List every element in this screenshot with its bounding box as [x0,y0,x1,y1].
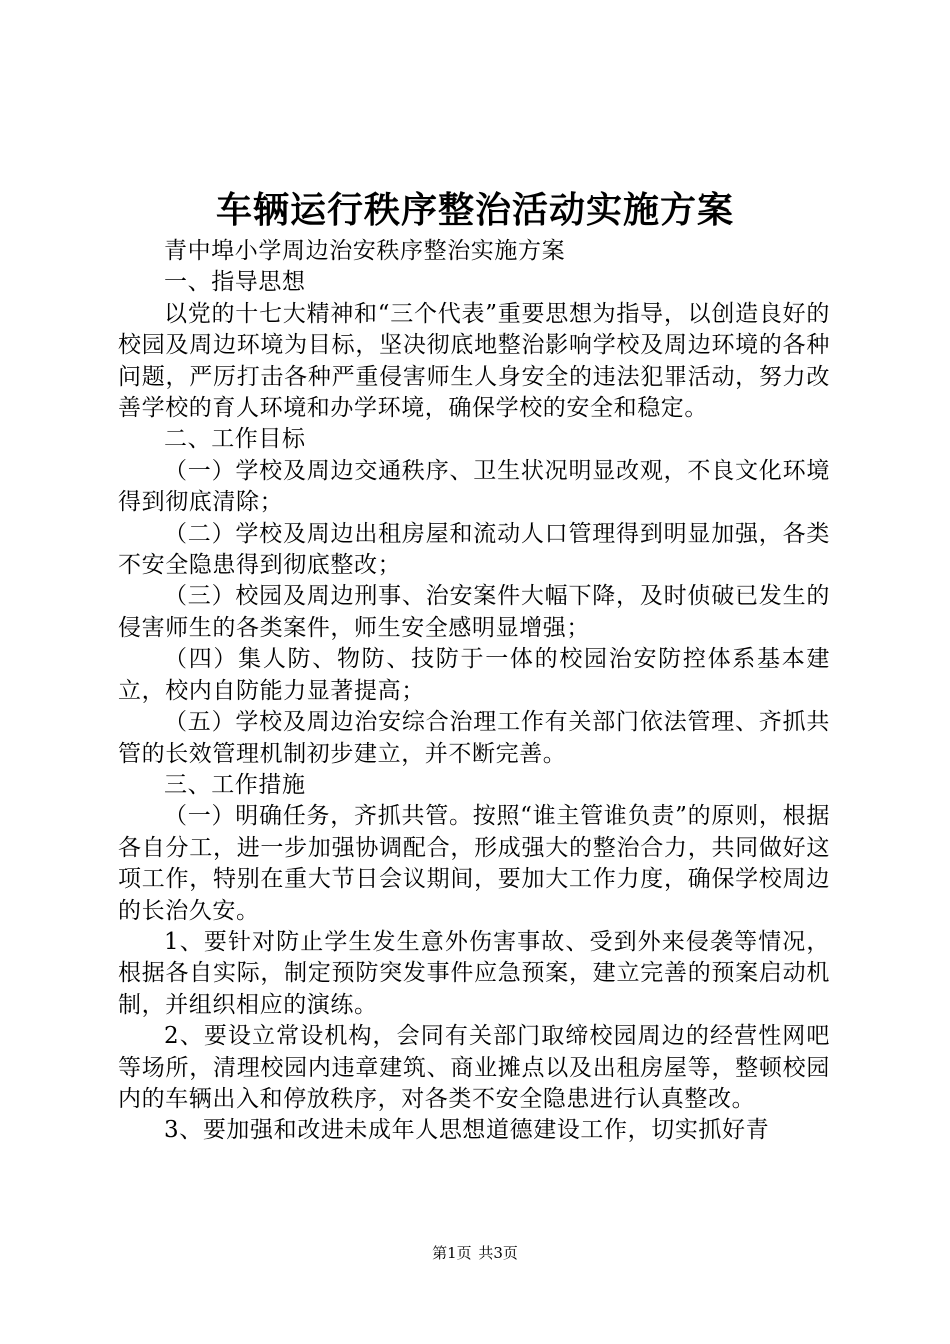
paragraph: 以党的十七大精神和“三个代表”重要思想为指导，以创造良好的校园及周边环境为目标，坚决彻底地整治影响学校及周边环境的各种问题，严厉打击各种严重侵害师生人身安全的违法犯罪活动，努力改善学校的育人环境和办学环境，确保学校的安全和稳定。 [118,300,830,422]
document-title: 车辆运行秩序整治活动实施方案 [215,189,734,231]
paragraph: 3、要加强和改进未成年人思想道德建设工作，切实抓好青 [164,1117,770,1144]
page-footer [0,1243,950,1263]
section-heading-work-goals: 二、工作目标 [164,426,306,453]
page-total: 共3页 [478,1244,518,1262]
paragraph: （四）集人防、物防、技防于一体的校园治安防控体系基本建立，校内自防能力显著提高； [118,646,830,704]
paragraph: （五）学校及周边治安综合治理工作有关部门依法管理、齐抓共管的长效管理机制初步建立，并不断完善。 [118,709,830,767]
paragraph: （三）校园及周边刑事、治安案件大幅下降，及时侦破已发生的侵害师生的各类案件，师生安全感明显增强； [118,583,830,641]
document-body [118,236,830,1147]
paragraph: （一）明确任务，齐抓共管。按照“谁主管谁负责”的原则，根据各自分工，进一步加强协调配合，形成强大的整治合力，共同做好这项工作，特别在重大节日会议期间，要加大工作力度，确保学校周边的长治久安。 [118,803,830,924]
section-heading-work-measures: 三、工作措施 [164,771,306,798]
paragraph: 2、要设立常设机构，会同有关部门取缔校园周边的经营性网吧等场所，清理校园内违章建筑、商业摊点以及出租房屋等，整顿校园内的车辆出入和停放秩序，对各类不安全隐患进行认真整改。 [118,1023,830,1112]
paragraph: （一）学校及周边交通秩序、卫生状况明显改观，不良文化环境得到彻底清除； [118,457,830,516]
section-heading-guiding-ideology: 一、指导思想 [164,269,306,296]
paragraph-subtitle: 青中埠小学周边治安秩序整治实施方案 [164,238,566,264]
paragraph: 1、要针对防止学生发生意外伤害事故、受到外来侵袭等情况，根据各自实际，制定预防突发事件应急预案，建立完善的预案启动机制，并组织相应的演练。 [118,928,830,1018]
paragraph: （二）学校及周边出租房屋和流动人口管理得到明显加强，各类不安全隐患得到彻底整改； [118,520,830,579]
page-number: 第1页 [432,1244,472,1262]
